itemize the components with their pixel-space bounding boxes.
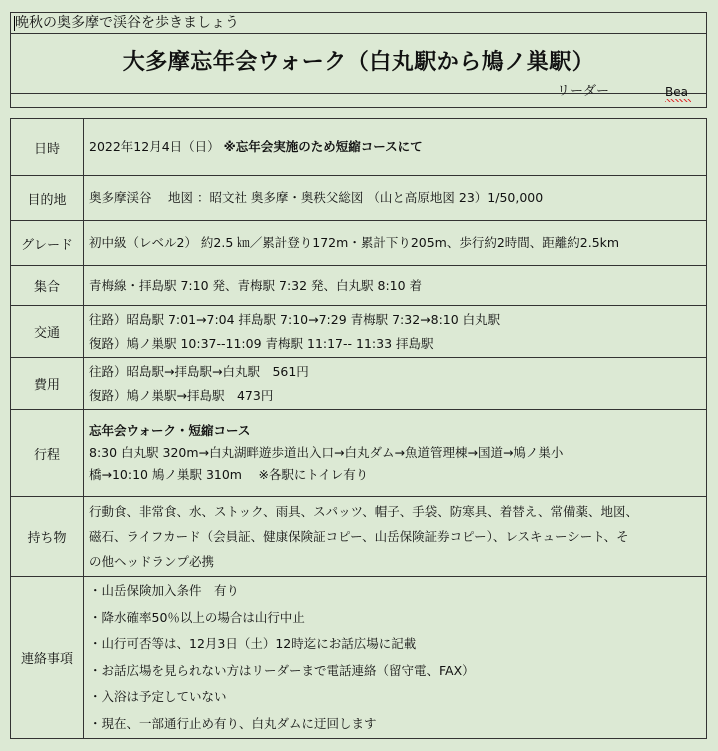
spellcheck-underline — [665, 99, 691, 102]
note-detour: ・現在、一部通行止め有り、白丸ダムに迂回します — [89, 715, 377, 731]
date-note: ※忘年会実施のため短縮コースにて — [223, 139, 423, 154]
value-date[interactable] — [84, 119, 707, 176]
row-belongings — [11, 497, 707, 577]
header-box — [10, 12, 707, 108]
cost-return: 復路）鳩ノ巣駅→拝島駅 473円 — [89, 387, 274, 403]
page-title[interactable]: 大多摩忘年会ウォーク（白丸駅から鳩ノ巣駅） — [122, 50, 595, 75]
subtitle[interactable]: 晩秋の奥多摩で渓谷を歩きましょう — [15, 15, 239, 31]
note-bath: ・入浴は予定していない — [89, 689, 227, 704]
date-text: 2022年12月4日（日） — [89, 139, 220, 154]
note-rain: ・降水確率50％以上の場合は山行中止 — [89, 609, 305, 625]
label-notes[interactable]: 連絡事項 — [11, 577, 84, 739]
label-belongings[interactable]: 持ち物 — [11, 497, 84, 577]
cost-outbound: 往路）昭島駅→拝島駅→白丸駅 561円 — [89, 363, 309, 379]
page-margin — [0, 0, 8, 751]
subtitle-row[interactable] — [11, 13, 706, 34]
destination-text: 奥多摩渓谷 地図 ：昭文社 奥多摩・奥秩父総図 （山と高原地図 23）1/50,000 — [89, 190, 544, 205]
label-meeting[interactable]: 集合 — [11, 266, 84, 306]
note-insurance: ・山岳保険加入条件 有り — [89, 583, 240, 598]
label-destination[interactable]: 目的地 — [11, 176, 84, 221]
note-go-nogo: ・山行可否等は、12月3日（土）12時迄にお話広場に記載 — [89, 636, 417, 651]
label-cost[interactable]: 費用 — [11, 358, 84, 410]
transport-return: 復路）鳩ノ巣駅 10:37--11:09 青梅駅 11:17-- 11:33 拝島駅 — [89, 335, 434, 351]
value-grade[interactable] — [84, 221, 707, 266]
event-details-table — [10, 118, 707, 739]
itinerary-heading: 忘年会ウォーク・短縮コース — [89, 423, 251, 438]
value-destination[interactable] — [84, 176, 707, 221]
row-grade — [11, 221, 707, 266]
value-notes[interactable] — [84, 577, 707, 739]
note-contact: ・お話広場を見られない方はリーダーまで電話連絡（留守電、FAX） — [89, 662, 475, 678]
belongings-line-2: 磁石、ライフカード（会員証、健康保険証コピー、山岳保険証券コピー）、レスキューシート、そ — [89, 529, 629, 544]
row-notes — [11, 577, 707, 739]
row-itinerary — [11, 410, 707, 497]
leader-row[interactable] — [11, 84, 706, 108]
value-itinerary[interactable] — [84, 410, 707, 497]
value-belongings[interactable] — [84, 497, 707, 577]
itinerary-line-1: 8:30 白丸駅 320m→白丸湖畔遊歩道出入口→白丸ダム→魚道管理棟→国道→鳩ノ巣小 — [89, 445, 564, 460]
itinerary-line-2: 橋→10:10 鳩ノ巣駅 310m ※各駅にトイレ有り — [89, 467, 369, 482]
leader-label[interactable]: リーダー — [557, 84, 610, 99]
leader-name[interactable]: Bea — [665, 85, 688, 99]
belongings-line-3: の他ヘッドランプ必携 — [89, 554, 215, 569]
belongings-line-1: 行動食、非常食、水、ストック、雨具、スパッツ、帽子、手袋、防寒具、着替え、常備薬、地図、 — [89, 504, 639, 519]
row-meeting — [11, 266, 707, 306]
row-destination — [11, 176, 707, 221]
transport-outbound: 往路）昭島駅 7:01→7:04 拝島駅 7:10→7:29 青梅駅 7:32→8:10 白丸駅 — [89, 311, 501, 327]
label-transport[interactable]: 交通 — [11, 306, 84, 358]
value-cost[interactable] — [84, 358, 707, 410]
row-transport — [11, 306, 707, 358]
meeting-text: 青梅線・拝島駅 7:10 発、青梅駅 7:32 発、白丸駅 8:10 着 — [89, 277, 423, 293]
label-grade[interactable]: グレード — [11, 221, 84, 266]
value-transport[interactable] — [84, 306, 707, 358]
row-cost — [11, 358, 707, 410]
value-meeting[interactable] — [84, 266, 707, 306]
row-date — [11, 119, 707, 176]
grade-text: 初中級（レベル2） 約2.5 ㎞／累計登り172m・累計下り205m、歩行約2時間、距離約2.5km — [89, 235, 620, 250]
label-itinerary[interactable]: 行程 — [11, 410, 84, 497]
label-date[interactable]: 日時 — [11, 119, 84, 176]
